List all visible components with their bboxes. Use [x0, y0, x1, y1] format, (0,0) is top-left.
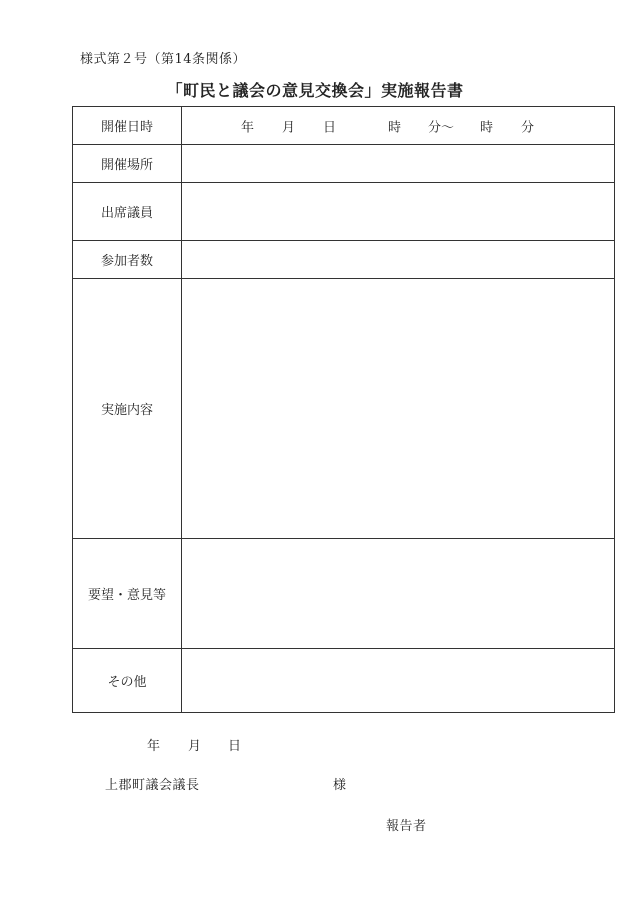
row-label-venue: 開催場所: [73, 145, 182, 183]
attending-members-field[interactable]: [182, 183, 615, 241]
table-row-other: [73, 649, 615, 713]
table-row-requests: [73, 539, 615, 649]
form-number-label: 様式第２号（第14条関係）: [80, 52, 247, 67]
row-label-attending-members: 出席議員: [73, 183, 182, 241]
table-row-attending-members: [73, 183, 615, 241]
row-label-participant-count: 参加者数: [73, 241, 182, 279]
reporter-label: 報告者: [386, 819, 427, 834]
footer-month-unit: 月: [188, 739, 202, 754]
other-field[interactable]: [182, 649, 615, 713]
row-label-other: その他: [73, 649, 182, 713]
footer-day-unit: 日: [228, 739, 242, 754]
table-row-content: [73, 279, 615, 539]
participant-count-field[interactable]: [182, 241, 615, 279]
datetime-start-minute-unit: 分～: [428, 120, 455, 135]
honorific: 様: [333, 778, 347, 793]
datetime-year-unit: 年: [241, 120, 255, 135]
datetime-end-hour-unit: 時: [480, 120, 494, 135]
row-label-content: 実施内容: [73, 279, 182, 539]
datetime-month-unit: 月: [282, 120, 296, 135]
table-row-datetime: [73, 107, 615, 145]
table-row-participant-count: [73, 241, 615, 279]
datetime-start-hour-unit: 時: [388, 120, 402, 135]
footer-year-unit: 年: [147, 739, 161, 754]
document-title: 「町民と議会の意見交換会」実施報告書: [166, 81, 464, 100]
datetime-field[interactable]: [182, 107, 615, 145]
report-table: [72, 106, 615, 713]
venue-field[interactable]: [182, 145, 615, 183]
addressee: 上郡町議会議長: [105, 778, 200, 793]
datetime-end-minute-unit: 分: [521, 120, 535, 135]
content-field[interactable]: [182, 279, 615, 539]
row-label-datetime: 開催日時: [73, 107, 182, 145]
table-row-venue: [73, 145, 615, 183]
datetime-day-unit: 日: [323, 120, 337, 135]
requests-field[interactable]: [182, 539, 615, 649]
row-label-requests: 要望・意見等: [73, 539, 182, 649]
